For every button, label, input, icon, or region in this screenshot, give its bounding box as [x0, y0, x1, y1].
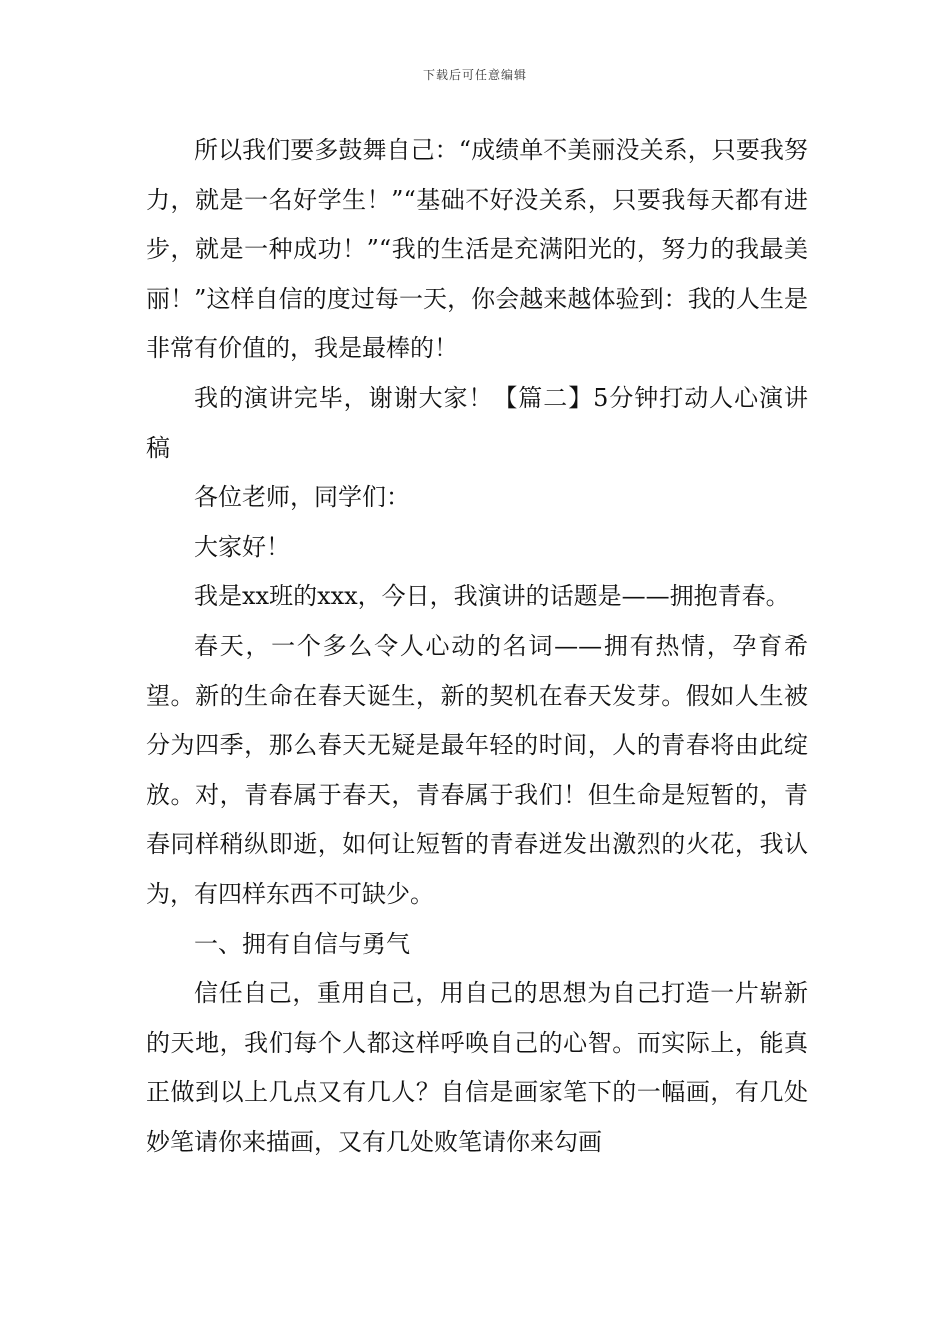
paragraph-salutation: 各位老师，同学们： [194, 483, 410, 512]
paragraph-closing-and-section-title: 我的演讲完毕，谢谢大家！【篇二】5分钟打动人心演讲稿 [146, 383, 808, 462]
paragraph-topic-intro: 我是xx班的xxx，今日，我演讲的话题是——拥抱青春。 [194, 582, 790, 611]
paragraph-trust-yourself: 信任自己，重用自己，用自己的思想为自己打造一片崭新的天地，我们每个人都这样呼唤自己的心智。而实际上，能真正做到以上几点又有几人？自信是画家笔下的一幅画，有几处妙笔请你来描画，又有几处败笔请你来勾画 [146, 979, 808, 1156]
paragraph-encouragement: 所以我们要多鼓舞自己：“成绩单不美丽没关系，只要我努力，就是一名好学生！”“基础不好没关系，只要我每天都有进步，就是一种成功！”“我的生活是充满阳光的，努力的我最美丽！”这样自信的度过每一天，你会越来越体验到：我的人生是非常有价值的，我是最棒的！ [146, 136, 808, 363]
paragraph-spring: 春天，一个多么令人心动的名词——拥有热情，孕育希望。新的生命在春天诞生，新的契机在春天发芽。假如人生被分为四季，那么春天无疑是最年轻的时间，人的青春将由此绽放。对，青春属于春天，青春属于我们！但生命是短暂的，青春同样稍纵即逝，如何让短暂的青春迸发出激烈的火花，我认为，有四样东西不可缺少。 [146, 631, 808, 908]
page-header-note: 下载后可任意编辑 [422, 68, 527, 82]
paragraph-greeting: 大家好！ [194, 532, 290, 561]
document-body [146, 126, 808, 1167]
paragraph-heading-confidence: 一、拥有自信与勇气 [194, 929, 410, 958]
